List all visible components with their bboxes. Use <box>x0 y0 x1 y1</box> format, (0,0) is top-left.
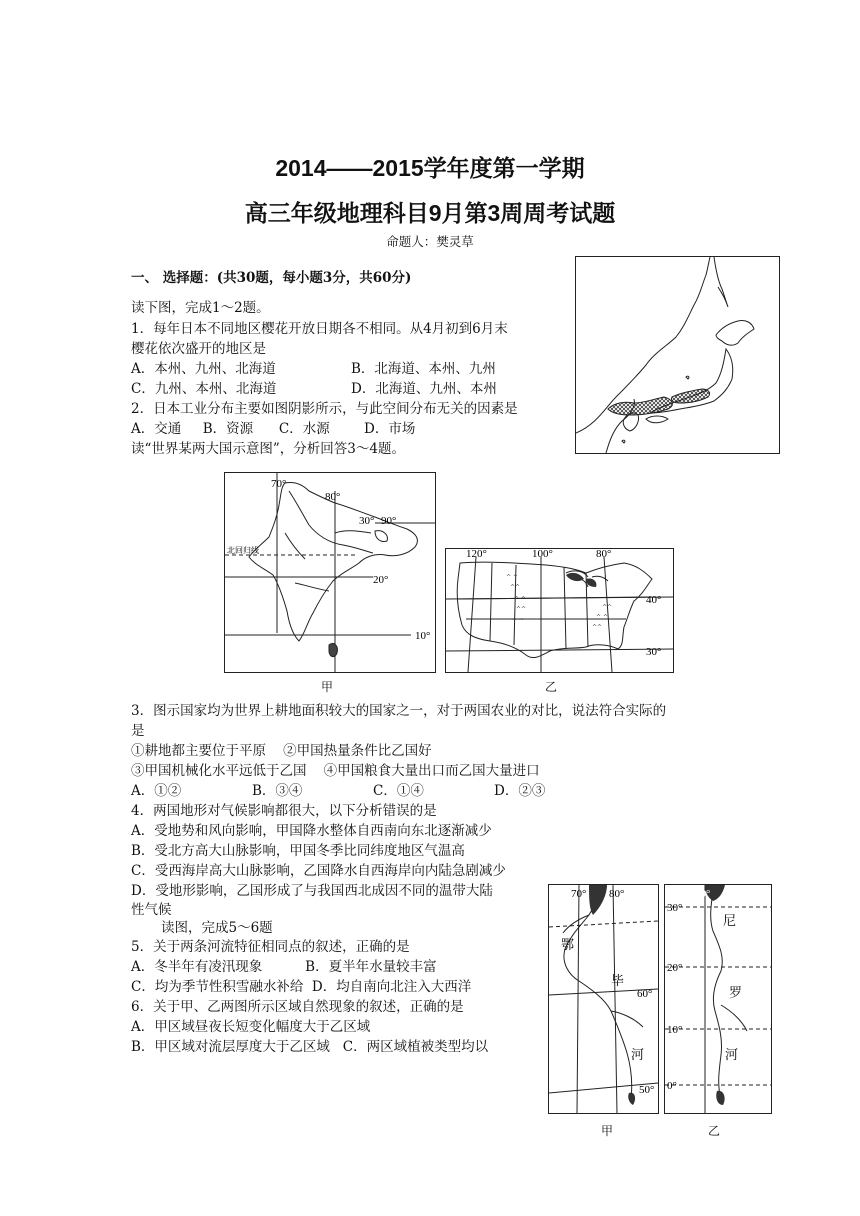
usa-label-120: 120° <box>466 549 487 560</box>
exam-title-line2: 高三年级地理科目9月第3周周考试题 <box>244 200 616 226</box>
nile-map-caption: 乙 <box>708 1124 721 1138</box>
japan-map <box>575 256 780 454</box>
q5-stem: 5．关于两条河流特征相同点的叙述，正确的是 <box>131 939 410 955</box>
ob-river-map-svg <box>549 885 658 1113</box>
q3-option-b: B．③④ <box>252 783 303 799</box>
q6-options-bc: B．甲区域对流层厚度大于乙区域 C．两区域植被类型均以 <box>131 1039 489 1055</box>
usa-map-caption: 乙 <box>545 680 558 694</box>
nile-char-3: 河 <box>725 1048 739 1063</box>
q3-option-d: D．②③ <box>494 783 546 799</box>
author-line: 命题人：樊灵草 <box>386 234 474 249</box>
usa-label-30: 30° <box>646 646 662 658</box>
ob-label-70: 70° <box>571 888 587 900</box>
ob-label-60: 60° <box>637 988 653 1000</box>
q3-statements-1-2: ①耕地都主要位于平原 ②甲国热量条件比乙国好 <box>131 743 432 759</box>
section-heading: 一、 选择题：(共30题，每小题3分，共60分) <box>131 270 412 286</box>
ob-river-map <box>548 884 659 1114</box>
ob-char-2: 毕 <box>611 974 625 989</box>
q6-option-a: A．甲区域昼夜长短变化幅度大于乙区域 <box>131 1019 371 1035</box>
nile-label-20: 20° <box>667 962 683 974</box>
q4-option-d-line2: 性气候 <box>131 902 172 918</box>
intro-q5-6: 读图，完成5～6题 <box>161 920 273 936</box>
india-label-70: 70° <box>271 478 287 490</box>
q1-stem-line1: 1．每年日本不同地区樱花开放日期各不相同。从4月初到6月末 <box>131 321 508 337</box>
ob-char-3: 河 <box>631 1048 645 1063</box>
svg-text:^^: ^^ <box>602 604 613 611</box>
india-map <box>224 472 436 673</box>
india-label-tropic: 北回归线 <box>227 546 259 555</box>
q1-option-b: B．北海道、本州、九州 <box>351 361 496 377</box>
q1-option-d: D．北海道、九州、本州 <box>351 381 497 397</box>
india-label-80: 80° <box>325 491 341 503</box>
india-label-20: 20° <box>373 574 389 586</box>
nile-label-30-top: 30° <box>695 888 711 900</box>
india-label-10: 10° <box>415 630 431 642</box>
q6-stem: 6．关于甲、乙两图所示区域自然现象的叙述，正确的是 <box>131 999 464 1015</box>
india-label-90: 90° <box>381 515 397 527</box>
nile-river-map-svg <box>665 885 771 1113</box>
intro-q3-4: 读“世界某两大国示意图”，分析回答3～4题。 <box>131 441 405 457</box>
q3-option-c: C．①④ <box>373 783 424 799</box>
ob-map-caption: 甲 <box>601 1124 614 1138</box>
ob-label-80: 80° <box>609 888 625 900</box>
q1-option-a: A．本州、九州、北海道 <box>131 361 276 377</box>
svg-text:^ ^: ^ ^ <box>512 618 524 625</box>
usa-map <box>445 548 674 673</box>
q3-stem-line1: 3．图示国家均为世界上耕地面积较大的国家之一，对于两国农业的对比，说法符合实际的 <box>131 703 667 719</box>
india-label-30: 30° <box>359 515 375 527</box>
nile-char-1: 尼 <box>723 914 737 929</box>
q1-stem-line2: 樱花依次盛开的地区是 <box>131 341 266 357</box>
nile-char-2: 罗 <box>729 986 743 1001</box>
q2-stem: 2．日本工业分布主要如图阴影所示，与此空间分布无关的因素是 <box>131 401 518 417</box>
japan-map-svg <box>576 257 779 453</box>
industrial-belt-east <box>671 389 709 403</box>
svg-text:^^: ^^ <box>510 584 521 591</box>
usa-label-40: 40° <box>646 594 662 606</box>
usa-label-100: 100° <box>532 549 553 560</box>
svg-text:^^: ^^ <box>592 624 603 631</box>
svg-text:^ ^: ^ ^ <box>596 614 608 621</box>
nile-river-map <box>664 884 772 1114</box>
nile-label-10: 10° <box>667 1024 683 1036</box>
ob-char-1: 鄂 <box>561 938 575 953</box>
q1-option-c: C．九州、本州、北海道 <box>131 381 277 397</box>
nile-label-30: 30° <box>667 902 683 914</box>
svg-text:^ ^: ^ ^ <box>506 574 518 581</box>
svg-text:^ ^: ^ ^ <box>514 596 526 603</box>
usa-map-svg <box>446 549 673 672</box>
india-map-caption: 甲 <box>321 680 334 694</box>
q4-option-a: A．受地势和风向影响，甲国降水整体自西南向东北逐渐减少 <box>131 823 492 839</box>
q4-option-d-line1: D．受地形影响，乙国形成了与我国西北成因不同的温带大陆 <box>131 883 493 899</box>
q5-options-ab: A．冬半年有凌汛现象 B．夏半年水量较丰富 <box>131 959 437 975</box>
svg-text:^^: ^^ <box>516 606 527 613</box>
ob-label-50: 50° <box>639 1084 655 1096</box>
q4-option-c: C．受西海岸高大山脉影响，乙国降水自西海岸向内陆急剧减少 <box>131 863 506 879</box>
q3-statements-3-4: ③甲国机械化水平远低于乙国 ④甲国粮食大量出口而乙国大量进口 <box>131 763 540 779</box>
q5-options-cd: C．均为季节性积雪融水补给 D．均自南向北注入大西洋 <box>131 979 472 995</box>
q3-option-a: A．①② <box>131 783 182 799</box>
q3-stem-line2: 是 <box>131 723 145 739</box>
q4-stem: 4．两国地形对气候影响都很大，以下分析错误的是 <box>131 803 437 819</box>
intro-q1-2: 读下图，完成1～2题。 <box>131 300 270 316</box>
usa-label-80: 80° <box>596 549 612 560</box>
q2-options: A．交通 B．资源 C．水源 D．市场 <box>131 421 416 437</box>
nile-label-0: 0° <box>667 1080 677 1092</box>
q4-option-b: B．受北方高大山脉影响，甲国冬季比同纬度地区气温高 <box>131 843 465 859</box>
india-map-svg <box>225 473 435 672</box>
exam-title-line1: 2014——2015学年度第一学期 <box>275 155 585 181</box>
